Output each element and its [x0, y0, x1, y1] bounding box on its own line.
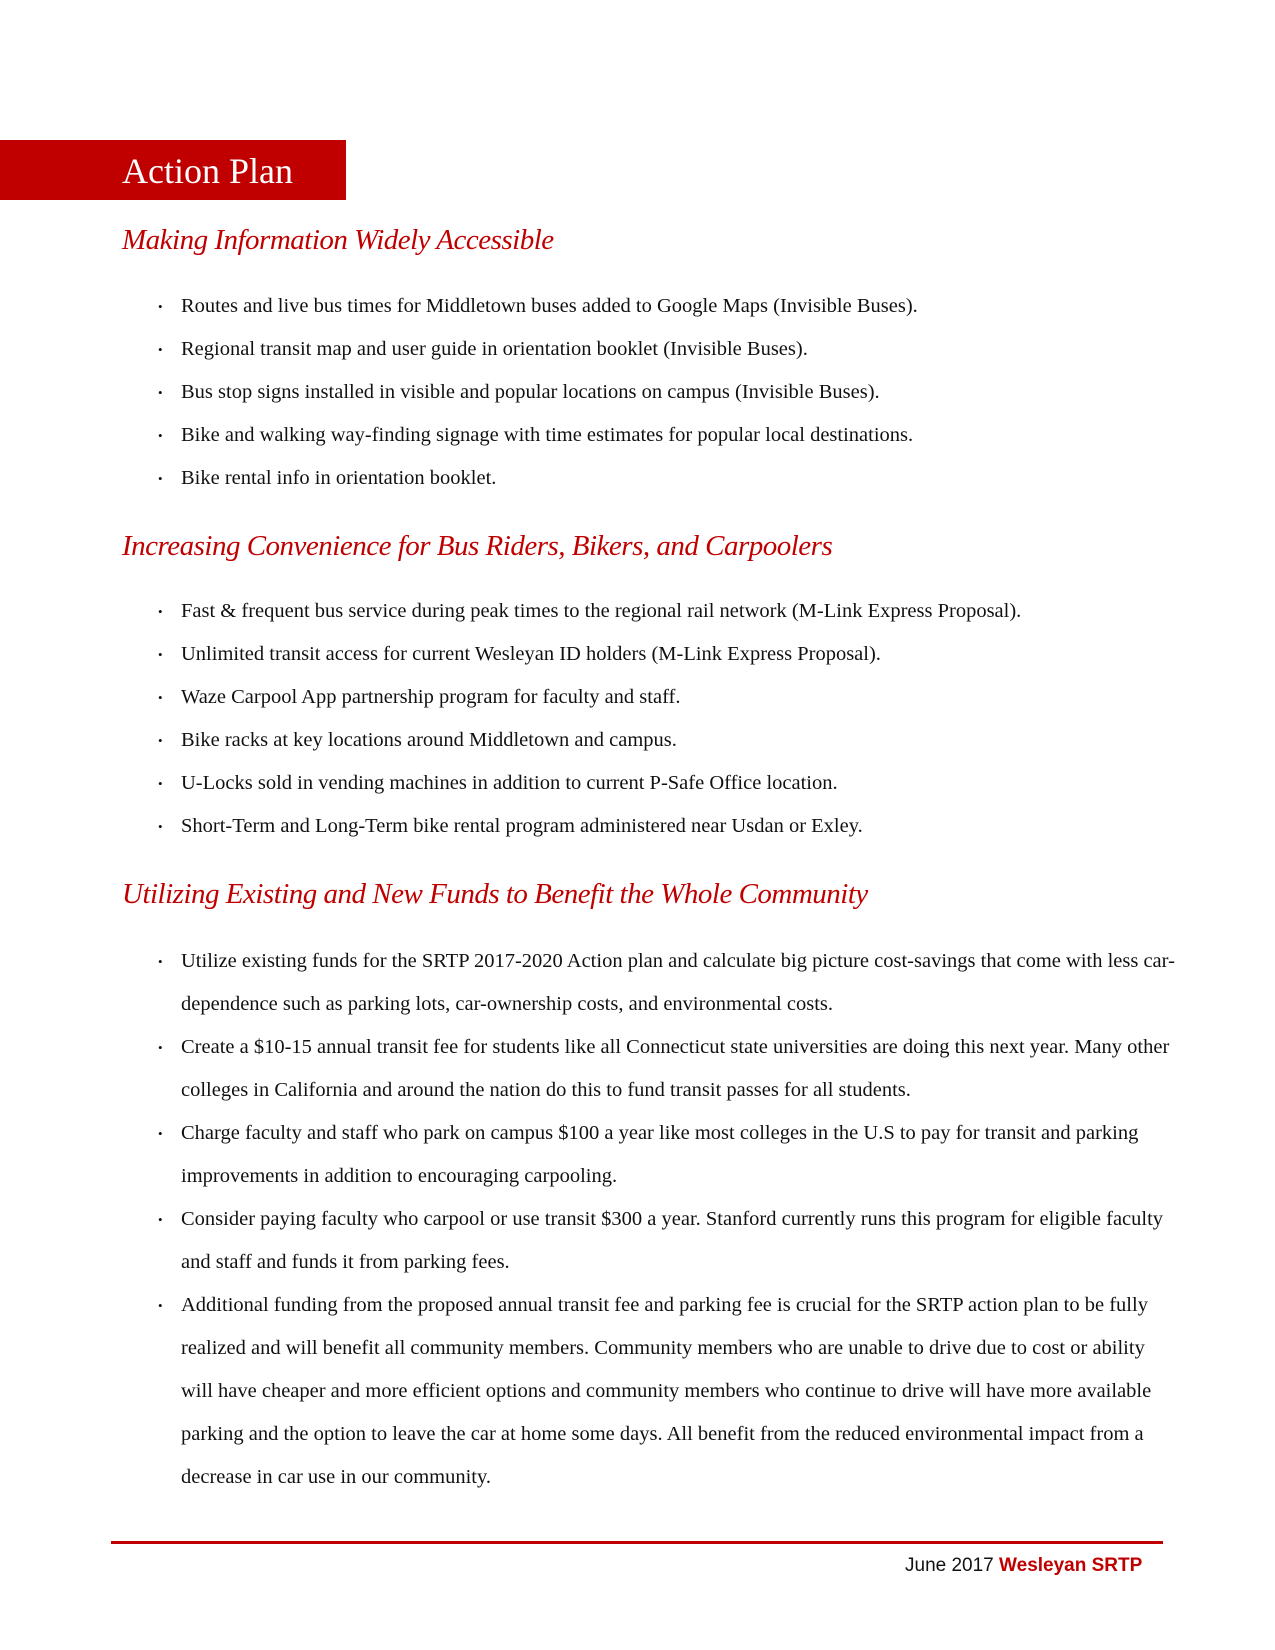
footer-brand: Wesleyan SRTP	[999, 1555, 1143, 1576]
section-list-funds	[158, 940, 1181, 1499]
list-item: • Routes and live bus times for Middletown buses added to Google Maps (Invisible Buses).	[158, 285, 918, 328]
section-list-convenience	[158, 590, 1021, 848]
list-item: • Bike racks at key locations around Middletown and campus.	[158, 719, 1021, 762]
list-item: • Bike and walking way-finding signage with time estimates for popular local destinations.	[158, 414, 918, 457]
list-item: • Additional funding from the proposed annual transit fee and parking fee is crucial for the SRTP action plan to be fully realized and will benefit all community members. Community members who are unable to drive due to cost or ability will have cheaper and more efficient options and community members who continue to drive will have more available parking and the option to leave the car at home some days. All benefit from the reduced environmental impact from a decrease in car use in our community.	[158, 1284, 1181, 1499]
footer-date: June 2017	[905, 1555, 994, 1576]
section-heading-convenience: Increasing Convenience for Bus Riders, Bikers, and Carpoolers	[122, 530, 833, 562]
list-item: • Utilize existing funds for the SRTP 2017-2020 Action plan and calculate big picture cost-savings that come with less car-dependence such as parking lots, car-ownership costs, and environmental costs.	[158, 940, 1181, 1026]
title-bar	[0, 140, 346, 200]
section-list-information	[158, 285, 918, 500]
list-item: • Bus stop signs installed in visible and popular locations on campus (Invisible Buses).	[158, 371, 918, 414]
list-item: • Consider paying faculty who carpool or use transit $300 a year. Stanford currently runs this program for eligible faculty and staff and funds it from parking fees.	[158, 1198, 1181, 1284]
list-item: • Create a $10-15 annual transit fee for students like all Connecticut state universities are doing this next year. Many other colleges in California and around the nation do this to fund transit passes for all students.	[158, 1026, 1181, 1112]
list-item: • Fast & frequent bus service during peak times to the regional rail network (M-Link Express Proposal).	[158, 590, 1021, 633]
list-item: • U-Locks sold in vending machines in addition to current P-Safe Office location.	[158, 762, 1021, 805]
section-heading-funds: Utilizing Existing and New Funds to Benefit the Whole Community	[122, 878, 868, 910]
list-item: • Unlimited transit access for current Wesleyan ID holders (M-Link Express Proposal).	[158, 633, 1021, 676]
footer-divider	[111, 1541, 1163, 1544]
list-item: • Short-Term and Long-Term bike rental program administered near Usdan or Exley.	[158, 805, 1021, 848]
section-heading-information: Making Information Widely Accessible	[122, 224, 554, 256]
list-item: • Regional transit map and user guide in orientation booklet (Invisible Buses).	[158, 328, 918, 371]
page-footer	[905, 1555, 1142, 1577]
list-item: • Bike rental info in orientation booklet.	[158, 457, 918, 500]
page-title: Action Plan	[122, 151, 293, 191]
list-item: • Waze Carpool App partnership program for faculty and staff.	[158, 676, 1021, 719]
list-item: • Charge faculty and staff who park on campus $100 a year like most colleges in the U.S to pay for transit and parking improvements in addition to encouraging carpooling.	[158, 1112, 1181, 1198]
